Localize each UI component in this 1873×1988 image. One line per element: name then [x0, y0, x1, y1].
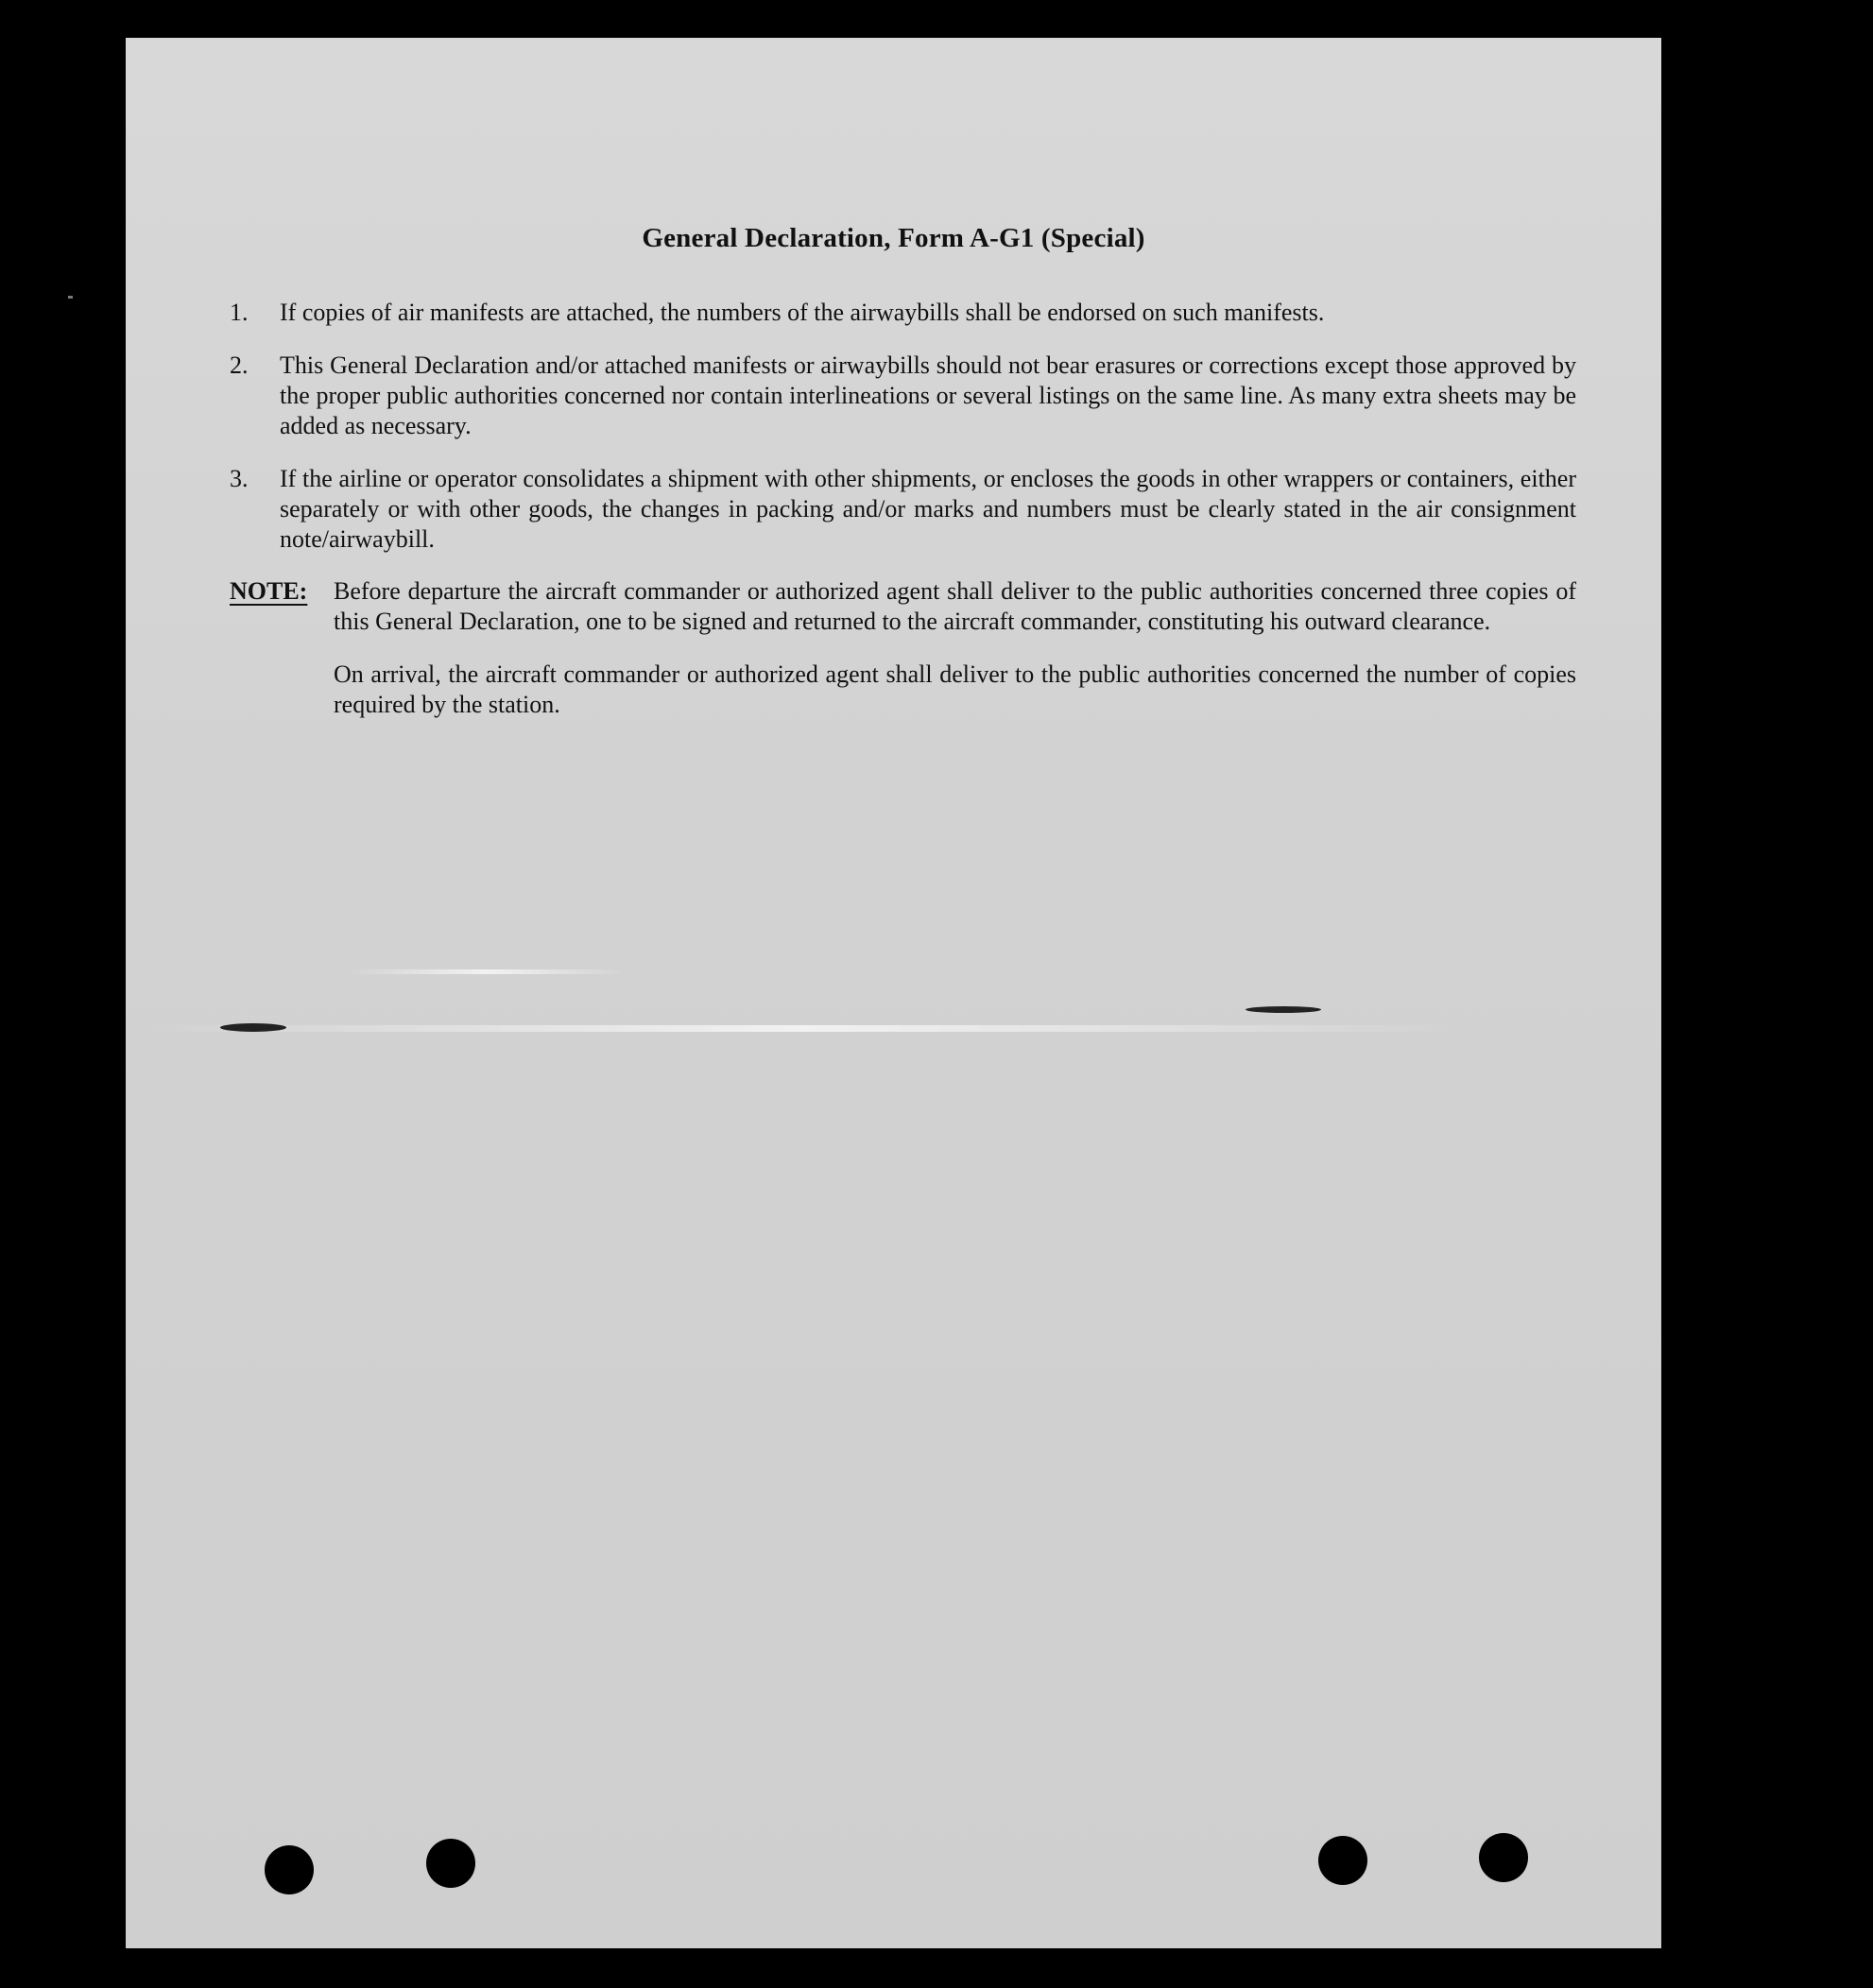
- item-text: If the airline or operator consolidates a shipment with other shipments, or encloses the goods in other wrappers or containers, either separately or with other goods, the changes in packing and/or marks and numbers must be clearly stated in the air consignment note/airwaybill.: [280, 465, 1576, 553]
- punch-hole: [426, 1839, 475, 1888]
- punch-hole: [265, 1845, 314, 1894]
- border-mark: [38, 144, 44, 161]
- instruction-item: [230, 464, 1576, 555]
- note-paragraph: On arrival, the aircraft commander or authorized agent shall deliver to the public authorities concerned the number of copies required by the station.: [334, 660, 1576, 718]
- ink-smudge: [1246, 1006, 1321, 1013]
- item-text: If copies of air manifests are attached, the numbers of the airwaybills shall be endorsed on such manifests.: [280, 299, 1325, 326]
- scan-streak: [145, 1025, 1458, 1032]
- note-section: [230, 576, 1576, 720]
- punch-hole: [1318, 1836, 1367, 1885]
- note-label: NOTE:: [230, 577, 308, 605]
- item-number: 2.: [230, 351, 249, 379]
- item-number: 1.: [230, 299, 249, 326]
- scan-streak: [343, 969, 627, 974]
- item-number: 3.: [230, 465, 249, 492]
- punch-hole: [1479, 1833, 1528, 1882]
- instruction-item: [230, 351, 1576, 441]
- ink-smudge: [220, 1023, 286, 1032]
- instruction-item: [230, 298, 1576, 328]
- document-page: [126, 38, 1661, 1948]
- border-mark: [68, 296, 73, 299]
- item-text: This General Declaration and/or attached manifests or airwaybills should not bear erasures or corrections except those approved by the proper public authorities concerned nor contain interlineations or several listings on the same line. As many extra sheets may be added as necessary.: [280, 351, 1576, 439]
- document-title: General Declaration, Form A-G1 (Special): [642, 223, 1145, 253]
- note-paragraph: Before departure the aircraft commander or authorized agent shall deliver to the public authorities concerned three copies of this General Declaration, one to be signed and returned to the aircraft commander, constituting his outward clearance.: [334, 577, 1576, 635]
